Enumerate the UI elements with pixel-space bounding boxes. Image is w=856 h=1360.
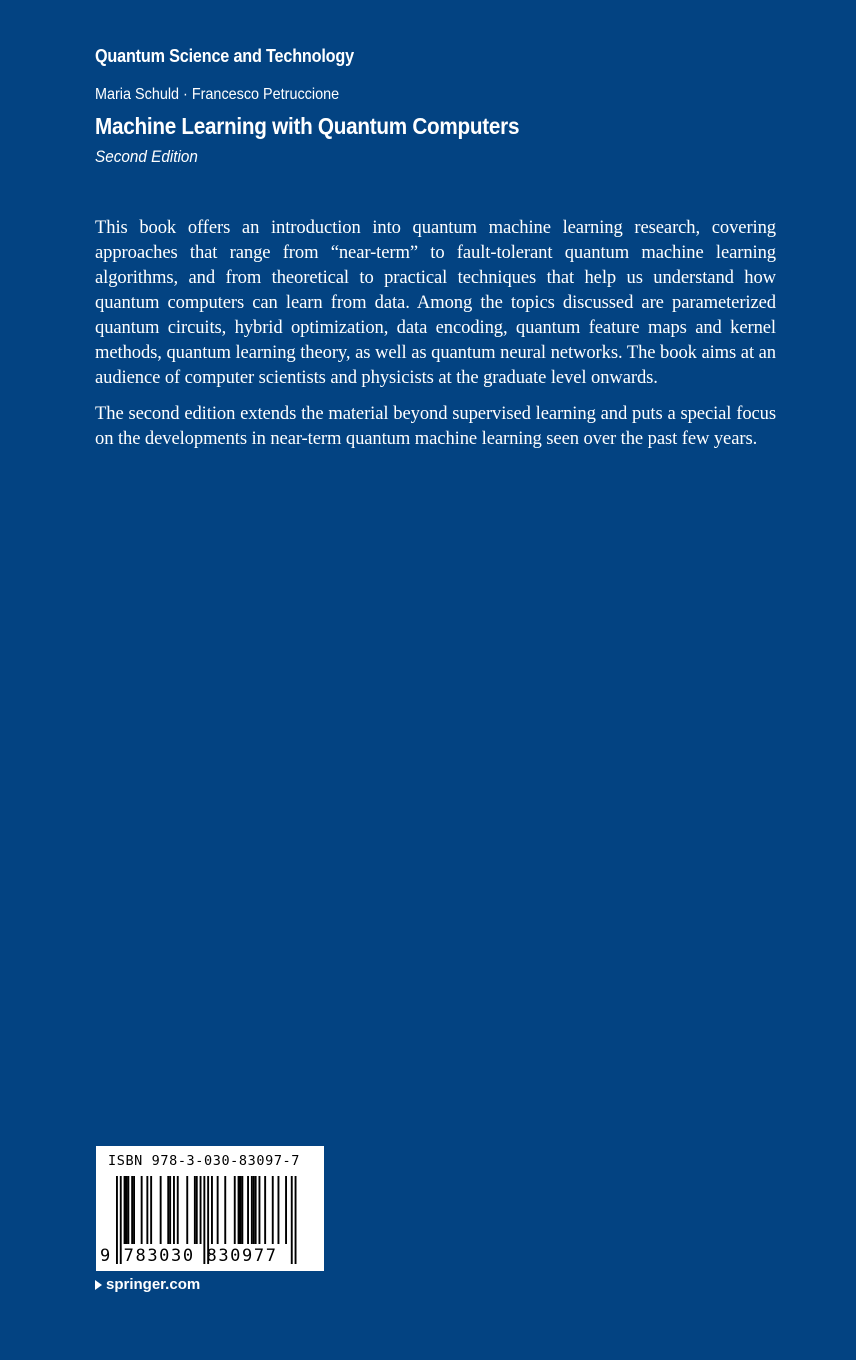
barcode-bar [211,1176,213,1244]
book-title: Machine Learning with Quantum Computers [95,113,520,139]
barcode-bar [251,1176,253,1244]
barcode-bar [177,1176,179,1244]
description-paragraph-1: This book offers an introduction into quantum machine learning research, covering approaches that range from “near-term” to fault-tolerant quantum machine learning algorithms, and from theoretical to practical techniques that help us understand how quantum computers can learn from data. Among the topics discussed are parameterized quantum circuits, hybrid optimization, data encoding, quantum feature maps and kernel methods, quantum learning theory, as well as quantum neural networks. The book aims at an audience of computer scientists and physicists at the graduate level onwards. [95,217,776,388]
barcode-digits: 9 783030 830977 [100,1246,278,1266]
barcode-bar [224,1176,226,1244]
barcode-bar [234,1176,236,1244]
barcode-bar [196,1176,198,1244]
barcode-bar [131,1176,133,1244]
barcode-bar [150,1176,152,1244]
barcode-bar [126,1176,128,1244]
barcode-bar [295,1176,297,1264]
isbn-number: ISBN 978-3-030-83097-7 [108,1153,301,1169]
barcode-bar [146,1176,148,1244]
barcode-bar [141,1176,143,1244]
barcode-bar [160,1176,162,1244]
series-name: Quantum Science and Technology [95,46,354,66]
barcode-bar [169,1176,171,1244]
barcode-bar [194,1176,196,1244]
isbn-barcode [96,1146,324,1271]
barcode-bar [217,1176,219,1244]
barcode-bar [200,1176,202,1244]
barcode-bar [264,1176,266,1244]
barcode-bar [133,1176,135,1244]
barcode-bar [241,1176,243,1244]
barcode-bar [278,1176,280,1244]
barcode-bar [167,1176,169,1244]
website-label: springer.com [106,1276,201,1293]
barcode-bar [186,1176,188,1244]
barcode-bar [238,1176,240,1244]
arrow-right-icon [95,1280,102,1290]
barcode-bar [247,1176,249,1244]
author-names: Maria Schuld · Francesco Petruccione [95,86,340,103]
description-paragraph-2: The second edition extends the material beyond supervised learning and puts a special focus on the developments in near-term quantum machine learning seen over the past few years. [95,403,776,449]
barcode-bar [259,1176,261,1244]
book-description [95,215,776,462]
barcode-bar [173,1176,175,1244]
barcode-bar [124,1176,126,1244]
barcode-bar [255,1176,257,1244]
barcode-bar [253,1176,255,1244]
publisher-website[interactable] [95,1276,200,1293]
barcode-bar [240,1176,242,1244]
edition-label: Second Edition [95,147,198,166]
barcode-bar [127,1176,129,1244]
barcode-bar [272,1176,274,1244]
barcode-bar [291,1176,293,1264]
barcode-bar [285,1176,287,1244]
